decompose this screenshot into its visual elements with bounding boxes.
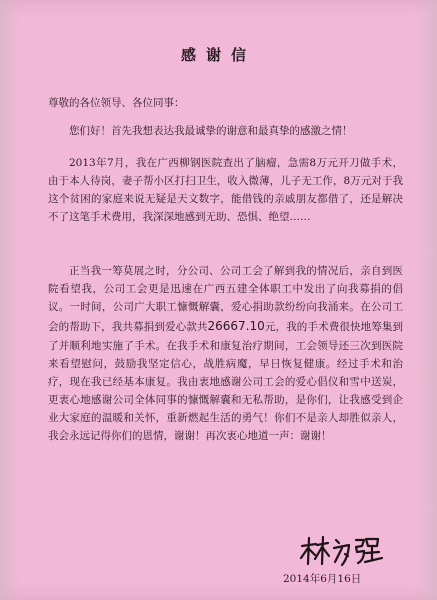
donation-amount: 26667.10 xyxy=(207,319,265,334)
letter-greeting: 尊敬的各位领导、各位同事： xyxy=(48,97,185,109)
paragraph-gratitude-start: 正当我一筹莫展之时，分公司、公司工会了解到我的情况后，亲自到医院看望我，公司工会更是迅速在广西五建全体职工中发出了向我募捐的倡议。一时间，公司广大职工慷慨解囊，爱心捐助款纷纷向我涌来。在公司工会的帮助下，我共募捐到爱心款共 xyxy=(48,265,403,334)
scan-edge-right xyxy=(415,0,437,600)
paragraph-gratitude-rest: 元，我的手术费很快地筹集到了并顺利地实施了手术。在我手术和康复治疗期间，工会领导还三次到医院来看望慰问，鼓励我坚定信心，战胜病魔，早日恢复健康。经过手术和治疗，现在我已经基本康复。我由衷地感谢公司工会的爱心倡仪和雪中送炭，更衷心地感谢公司全体同事的慷慨解囊和无私帮助，是你们，让我感受到企业大家庭的温暖和关怀，重新燃起生活的勇气！你们不是亲人却胜似亲人，我会永远记得你们的恩情，谢谢！再次衷心地道一声：谢谢！ xyxy=(48,321,403,442)
paragraph-gratitude xyxy=(48,262,403,445)
letter-title: 感谢信 xyxy=(180,46,256,64)
letter-date: 2014年6月16日 xyxy=(283,573,362,585)
handwritten-signature xyxy=(298,534,384,568)
paragraph-opening: 您们好！首先我想表达我最诚挚的谢意和最真挚的感激之情！ xyxy=(69,125,353,137)
scan-edge-left xyxy=(0,0,22,600)
paragraph-illness: 2013年7月，我在广西柳钢医院查出了脑瘤，急需8万元开刀做手术，由于本人待岗，妻子帮小区打扫卫生，收入微薄，儿子无工作，8万元对于我这个贫困的家庭来说无疑是天文数字，能借钱的亲戚朋友都借了，还是解决不了这笔手术费用，我深深地感到无助、恐惧、绝望…… xyxy=(48,157,403,224)
